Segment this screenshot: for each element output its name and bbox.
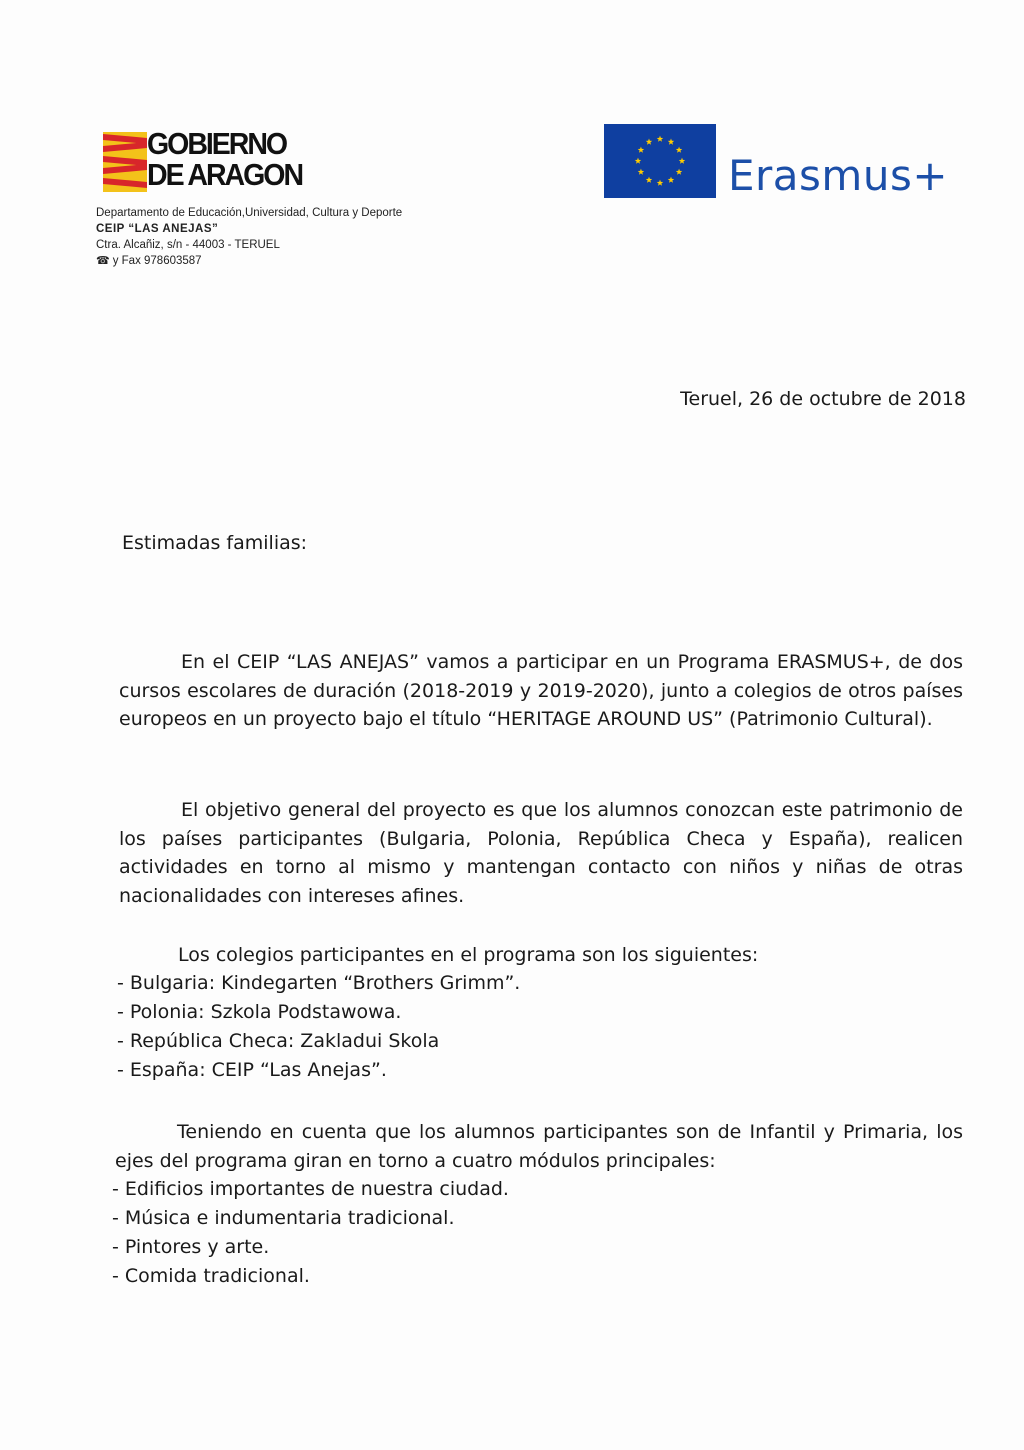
aragon-logo-line2: DE ARAGON: [147, 157, 303, 192]
list-item: - Pintores y arte.: [112, 1236, 270, 1258]
list-item: - Música e indumentaria tradicional.: [112, 1207, 455, 1229]
gobierno-aragon-logo: [103, 128, 303, 196]
aragon-flag-icon: [103, 132, 147, 192]
list-item: - España: CEIP “Las Anejas”.: [117, 1059, 387, 1081]
list-item: - Polonia: Szkola Podstawowa.: [117, 1001, 402, 1023]
program-modules-list: [112, 1175, 509, 1291]
paragraph-program-intro: En el CEIP “LAS ANEJAS” vamos a participar en un Programa ERASMUS+, de dos cursos escolares de duración (2018-2019 y 2019-2020), junto a colegios de otros países europeos en un proyecto bajo el título “HERITAGE AROUND US” (Patrimonio Cultural).: [119, 651, 963, 730]
erasmus-wordmark: Erasmus+: [728, 151, 949, 200]
paragraph-objective: El objetivo general del proyecto es que los alumnos conozcan este patrimonio de los países participantes (Bulgaria, Polonia, República Checa y España), realicen actividades en torno al mismo y mantengan contacto con niños y niñas de otras nacionalidades con intereses afines.: [119, 799, 963, 907]
sender-address-block: [96, 205, 402, 269]
paragraph-schools-intro: Los colegios participantes en el programa son los siguientes:: [178, 944, 759, 966]
letter-greeting: Estimadas familias:: [122, 532, 308, 554]
list-item: - Comida tradicional.: [112, 1265, 310, 1287]
erasmus-plus-logo: [604, 124, 976, 204]
phone-fax-line: [96, 253, 402, 269]
phone-fax-number: y Fax 978603587: [112, 255, 202, 267]
telephone-icon: ☎: [96, 255, 110, 267]
school-address: Ctra. Alcañiz, s/n - 44003 - TERUEL: [96, 239, 280, 251]
aragon-logo-line1: GOBIERNO: [147, 126, 287, 161]
eu-flag-icon: [604, 124, 716, 198]
school-name: CEIP “LAS ANEJAS”: [96, 223, 219, 235]
department-name: Departamento de Educación,Universidad, Cultura y Deporte: [96, 207, 403, 219]
letter-date: Teruel, 26 de octubre de 2018: [680, 388, 966, 410]
list-item: - República Checa: Zakladui Skola: [117, 1030, 440, 1052]
participating-schools-list: [117, 969, 520, 1085]
list-item: - Bulgaria: Kindegarten “Brothers Grimm”.: [117, 972, 521, 994]
aragon-logo-wordmark: [147, 128, 302, 190]
paragraph-modules-intro: Teniendo en cuenta que los alumnos participantes son de Infantil y Primaria, los ejes del programa giran en torno a cuatro módulos principales:: [115, 1121, 963, 1172]
list-item: - Edificios importantes de nuestra ciudad.: [112, 1178, 509, 1200]
